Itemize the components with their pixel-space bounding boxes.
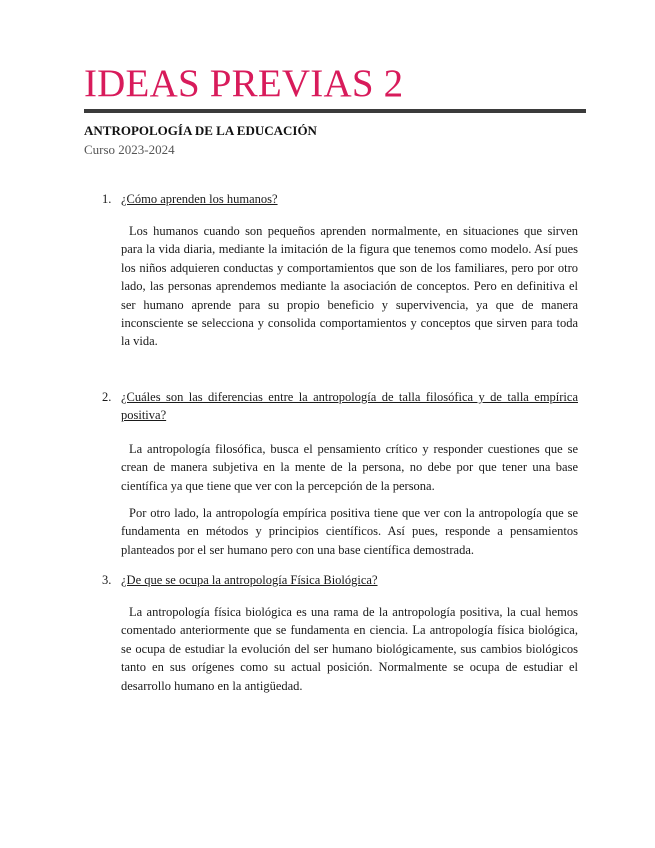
question-text: ¿De que se ocupa la antropología Física Biológica?: [121, 573, 378, 587]
question-text: ¿Cuáles son las diferencias entre la antropología de talla filosófica y de talla empírica positiva?: [121, 390, 578, 422]
question-2: [84, 388, 578, 424]
answer-paragraph: La antropología filosófica, busca el pensamiento crítico y responder cuestiones que se crean de manera subjetiva en la mente de la persona, no debe por que tener una base científica ya que tiene que ver con la percepción de la persona.: [121, 442, 578, 493]
question-number: 3.: [102, 573, 112, 587]
answer-paragraph: La antropología física biológica es una rama de la antropología positiva, la cual hemos comentado anteriormente que se fundamenta en ciencia. La antropología física biológica, se ocupa de estudiar la evolución del ser humano biológicamente, sus cambios biológicos tanto en sus orígenes como su actual posición. Normalmente se ocupa de estudiar el desarrollo humano en la antigüedad.: [121, 605, 578, 693]
course-label: Curso 2023-2024: [84, 142, 175, 157]
subject-heading: ANTROPOLOGÍA DE LA EDUCACIÓN: [84, 123, 317, 138]
question-text: ¿Cómo aprenden los humanos?: [121, 192, 278, 206]
title-divider: [84, 109, 586, 113]
answer-paragraph: Por otro lado, la antropología empírica positiva tiene que ver con la antropología que se fundamenta en métodos y principios científicos. Así pues, responde a pensamientos planteados por el ser humano pero con una base científica demostrada.: [121, 506, 578, 557]
document-title: IDEAS PREVIAS 2: [84, 62, 404, 105]
question-number: 1.: [102, 192, 112, 206]
answer-paragraph: Los humanos cuando son pequeños aprenden normalmente, en situaciones que sirven para la vida diaria, mediante la imitación de la figura que tenemos como modelo. Así pues los niños adquieren conductas y comportamientos que son de los familiares, pero por otro lado, las personas aprendemos mediante la asociación de conceptos. Pero en definitiva el ser humano aprende para su propio beneficio y supervivencia, ya que de manera inconsciente se selecciona y consolida comportamientos y conceptos que sirven para toda la vida.: [121, 224, 578, 349]
question-3: [84, 571, 578, 589]
question-1: [84, 190, 578, 208]
question-number: 2.: [102, 390, 112, 404]
